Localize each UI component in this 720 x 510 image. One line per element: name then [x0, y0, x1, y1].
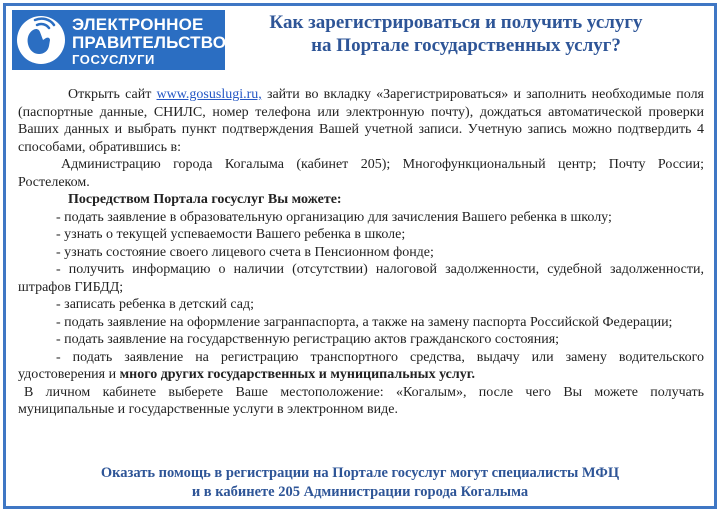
list-item: - подать заявление на оформление загранпаспорта, а также на замену паспорта Российской Федерации; — [56, 314, 673, 330]
title-line-2: на Портале государственных услуг? — [311, 35, 621, 56]
intro-paragraph — [18, 86, 704, 156]
footer-line-1: Оказать помощь в регистрации на Портале госуслуг могут специалисты МФЦ — [100, 465, 620, 481]
logo-line-2: ПРАВИТЕЛЬСТВО — [72, 33, 227, 52]
poster-frame — [3, 3, 717, 509]
intro-before-link: Открыть сайт — [68, 87, 157, 102]
footer-line-2: и в кабинете 205 Администрации города Когалыма — [191, 484, 529, 500]
list-item: - узнать о текущей успеваемости Вашего ребенка в школе; — [56, 227, 406, 242]
gosuslugi-logo — [12, 10, 225, 70]
list-item: - подать заявление в образовательную организацию для зачисления Вашего ребенка в школу; — [56, 209, 612, 225]
list-item: - узнать состояние своего лицевого счета в Пенсионном фонде; — [56, 244, 434, 260]
title-line-1: Как зарегистрироваться и получить услугу — [269, 12, 643, 33]
last-item-bold: много других государственных и муниципальных услуг. — [119, 367, 476, 382]
list-item: - записать ребенка в детский сад; — [56, 297, 254, 312]
list-item: - подать заявление на государственную регистрацию актов гражданского состояния; — [56, 332, 560, 347]
can-heading: Посредством Портала госуслуг Вы можете: — [68, 192, 342, 207]
footer-note — [6, 464, 714, 502]
gosuslugi-link[interactable]: www.gosuslugi.ru, — [156, 87, 262, 102]
list-item — [18, 349, 704, 384]
list-item: - получить информацию о наличии (отсутствии) налоговой задолженности, судебной задолженности, штрафов ГИБДД; — [18, 262, 704, 295]
header — [6, 6, 714, 72]
cabinet-paragraph: В личном кабинете выберете Ваше местоположение: «Когалым», после чего Вы можете получать муниципальные и государственные услуги в электронном виде. — [18, 384, 704, 417]
hand-touch-icon — [17, 16, 65, 64]
body-text — [18, 86, 704, 419]
logo-line-1: ЭЛЕКТРОННОЕ — [72, 15, 204, 34]
places-paragraph: Администрацию города Когалыма (кабинет 205); Многофункциональный центр; Почту России; Ростелеком. — [18, 157, 704, 190]
last-item-text: - подать заявление на регистрацию транспортного средства, выдачу или замену водительского удостоверения и — [18, 349, 704, 382]
page-title — [231, 11, 701, 57]
logo-line-3: ГОСУСЛУГИ — [72, 52, 156, 67]
intro-after-link: зайти во вкладку «Зарегистрироваться» и заполнить необходимые поля (паспортные данные, СНИЛС, номер телефона или электронную почту), дождаться автоматической проверки Ваших данных и выбрать пункт подтверждения Вашей учетной записи. Учетную запись можно подтвердить 4 способами, обратившись в: — [18, 87, 704, 155]
